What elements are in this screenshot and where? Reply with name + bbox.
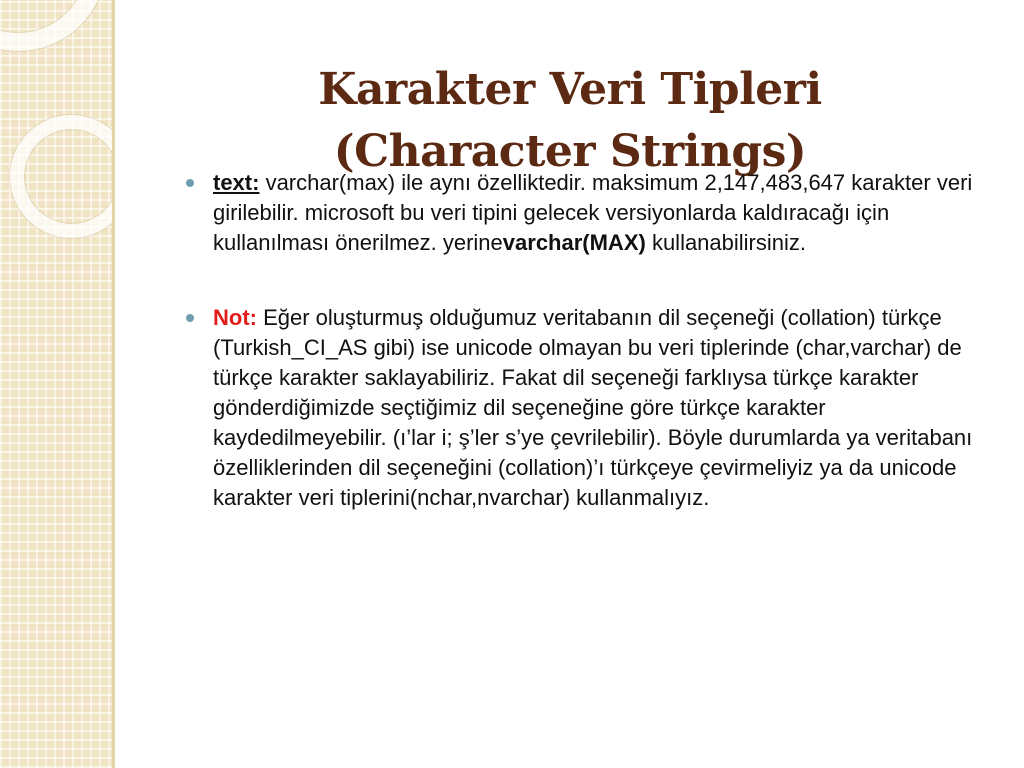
decorative-ring <box>0 0 106 51</box>
bullet-strong-text: varchar(MAX) <box>502 230 646 255</box>
slide-title-line-1: Karakter Veri Tipleri <box>318 64 822 116</box>
bullet-body: Eğer oluşturmuş olduğumuz veritabanın dil seçeneği (collation) türkçe (Turkish_CI_AS gibi) ise unicode olmayan bu veri tiplerinde (char,varchar) de türkçe karakter saklayabiliriz. Fakat dil seçeneği farklıysa türkçe karakter gönderdiğimizde seçtiğimiz dil seçeneğine göre türkçe karakter kaydedilmeyebilir. (ı’lar i; ş’ler s’ye çevrilebilir). Böyle durumlarda ya veritabanı özelliklerinden dil seçeneğini (collation)’ı türkçeye çevirmeliyiz ya da unicode karakter veri tiplerini(nchar,nvarchar) kullanmalıyız. <box>213 305 973 510</box>
bullet-body-end: kullanabilirsiniz. <box>645 230 807 255</box>
slide-title <box>150 59 990 183</box>
bullet-body: varchar(max) ile aynı özelliktedir. maksimum 2,147,483,647 karakter veri girilebilir. microsoft bu veri tipini gelecek versiyonlarda kaldıracağı için kullanılması önerilmez. yerine <box>213 170 973 255</box>
bullet-dot-icon <box>186 314 194 322</box>
bullet-note <box>183 303 995 513</box>
side-panel-edge <box>112 0 115 768</box>
decorative-side-panel <box>0 0 112 768</box>
decorative-ring <box>10 115 112 238</box>
slide-title-line-2: (Character Strings) <box>333 126 807 178</box>
bullet-dot-icon <box>186 179 194 187</box>
bullet-text-type <box>183 168 995 258</box>
bullet-term: Not: <box>213 305 257 330</box>
slide-content <box>183 168 995 513</box>
bullet-term: text: <box>213 170 260 195</box>
